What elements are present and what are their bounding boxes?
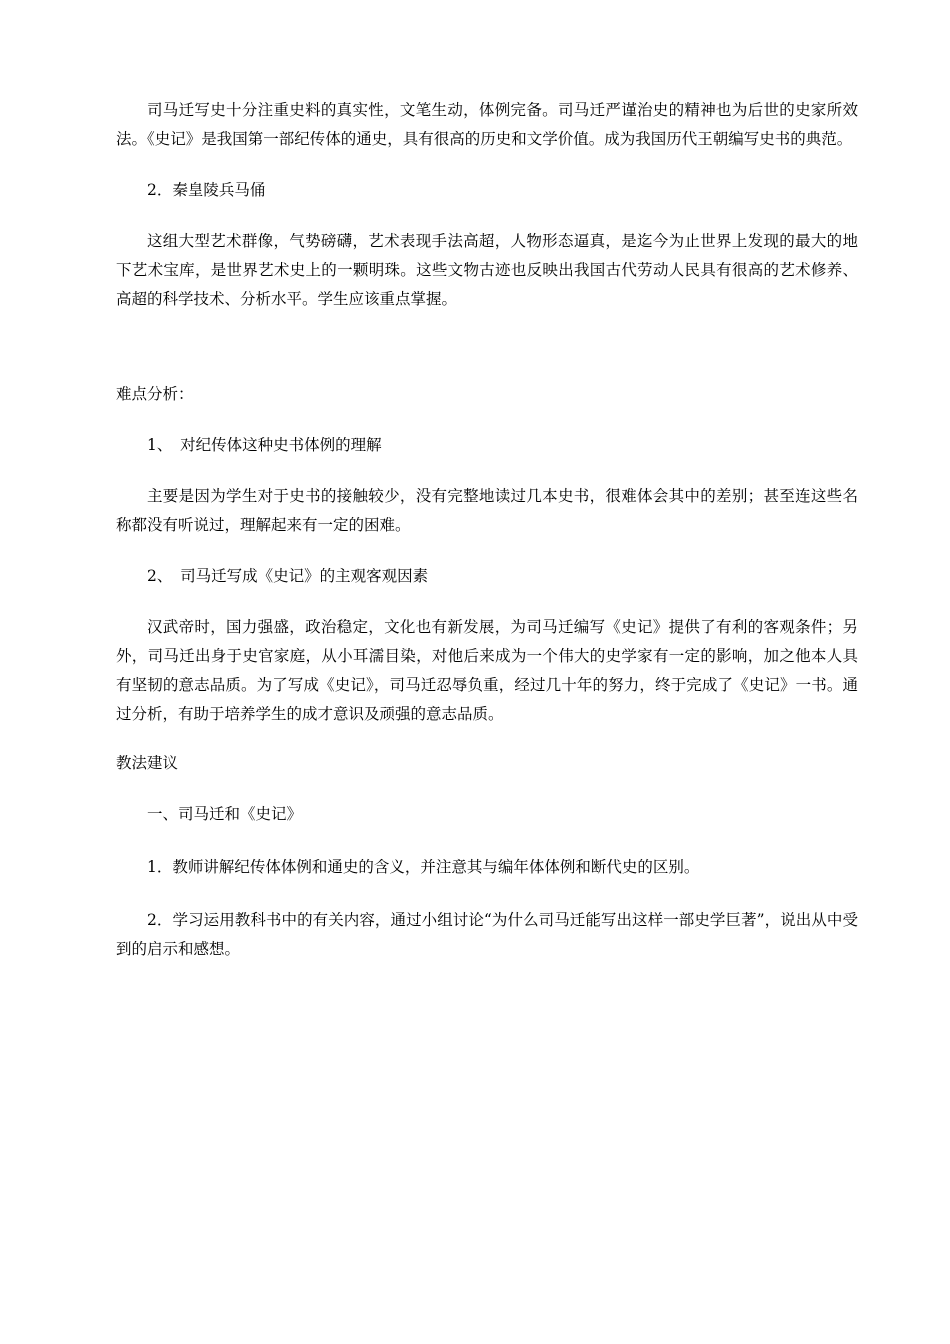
heading-section-one: 一、司马迁和《史记》 — [147, 805, 303, 823]
heading-terracotta-army: 2．秦皇陵兵马俑 — [147, 181, 266, 199]
paragraph-suggestion-1: 1．教师讲解纪传体体例和通史的含义，并注意其与编年体体例和断代史的区别。 — [147, 858, 700, 876]
document-page — [116, 96, 858, 964]
paragraph-sima-qian-history: 司马迁写史十分注重史料的真实性，文笔生动，体例完备。司马迁严谨治史的精神也为后世的史家所效法。《史记》是我国第一部纪传体的通史，具有很高的历史和文学价值。成为我国历代王朝编写史书的典范。 — [116, 101, 858, 148]
heading-difficulty-1: 1、 对纪传体这种史书体例的理解 — [147, 436, 382, 454]
heading-teaching-suggestions: 教法建议 — [116, 754, 179, 772]
heading-difficulty-2: 2、 司马迁写成《史记》的主观客观因素 — [147, 567, 429, 585]
paragraph-difficulty-1: 主要是因为学生对于史书的接触较少，没有完整地读过几本史书，很难体会其中的差别；甚至连这些名称都没有听说过，理解起来有一定的困难。 — [116, 487, 858, 534]
paragraph-suggestion-2: 2．学习运用教科书中的有关内容，通过小组讨论“为什么司马迁能写出这样一部史学巨著”，说出从中受到的启示和感想。 — [116, 911, 858, 958]
heading-difficulty-analysis: 难点分析： — [116, 385, 194, 403]
paragraph-difficulty-2: 汉武帝时，国力强盛，政治稳定，文化也有新发展，为司马迁编写《史记》提供了有利的客观条件；另外，司马迁出身于史官家庭，从小耳濡目染，对他后来成为一个伟大的史学家有一定的影响，加之他本人具有坚韧的意志品质。为了写成《史记》，司马迁忍辱负重，经过几十年的努力，终于完成了《史记》一书。通过分析，有助于培养学生的成才意识及顽强的意志品质。 — [116, 618, 858, 723]
paragraph-terracotta-army: 这组大型艺术群像，气势磅礴，艺术表现手法高超，人物形态逼真，是迄今为止世界上发现的最大的地下艺术宝库，是世界艺术史上的一颗明珠。这些文物古迹也反映出我国古代劳动人民具有很高的艺术修养、高超的科学技术、分析水平。学生应该重点掌握。 — [116, 232, 858, 308]
